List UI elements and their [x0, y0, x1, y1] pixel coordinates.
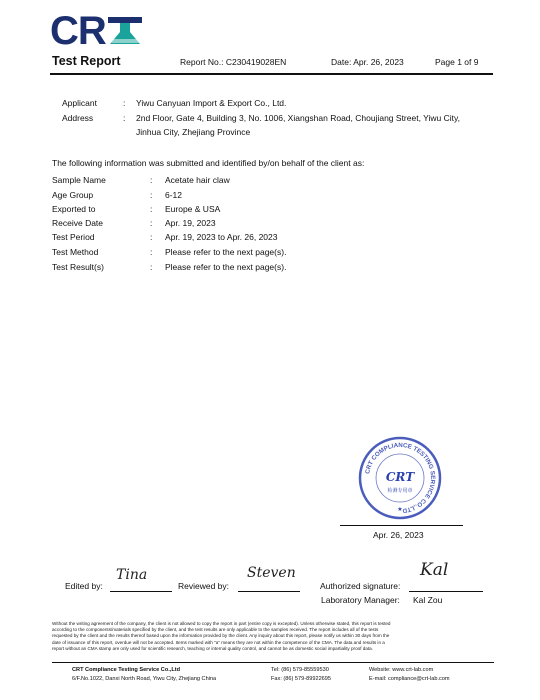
footer-fax: Fax: (86) 579-89922695: [271, 675, 332, 682]
reviewed-sig-line: [238, 591, 300, 592]
authorized-signature: Kal: [420, 560, 449, 580]
stamp-date-line: [340, 525, 463, 526]
applicant-colon: :: [123, 98, 126, 108]
report-title: Test Report: [52, 54, 121, 68]
exported-to-colon: :: [150, 204, 153, 214]
reviewed-by-signature: Steven: [247, 565, 296, 581]
test-results-value: Please refer to the next page(s).: [165, 262, 287, 272]
seal-graphic: [358, 436, 442, 520]
footer-address: 6/F.No.1022, Danxi North Road, Yiwu City, Zhejiang China: [72, 675, 217, 682]
lab-manager-name: Kal Zou: [413, 595, 443, 605]
test-method-label: Test Method: [52, 247, 99, 257]
footer-divider: [52, 662, 494, 663]
test-period-colon: :: [150, 232, 153, 242]
footer-website[interactable]: Website: www.crt-lab.com: [369, 667, 434, 673]
age-group-colon: :: [150, 190, 153, 200]
edited-sig-line: [110, 591, 172, 592]
edited-by-signature: Tina: [116, 567, 148, 583]
receive-date-value: Apr. 19, 2023: [165, 218, 216, 228]
footer-company: CRT Compliance Testing Service Co.,Ltd: [72, 667, 181, 673]
test-results-label: Test Result(s): [52, 262, 104, 272]
footer-tel: Tel: (86) 579-85559530: [271, 667, 329, 673]
authorized-sig-line: [409, 591, 483, 592]
test-period-label: Test Period: [52, 232, 95, 242]
intro-text: The following information was submitted and identified by/on behalf of the client as:: [52, 158, 365, 168]
svg-text:CRT COMPLIANCE TESTING SERVICE: CRT COMPLIANCE TESTING SERVICE CO.,LTD: [364, 441, 437, 514]
address-label: Address: [62, 113, 94, 123]
applicant-label: Applicant: [62, 98, 97, 108]
sample-name-value: Acetate hair claw: [165, 175, 230, 185]
disclaimer: [52, 621, 492, 652]
address-colon: :: [123, 113, 126, 123]
exported-to-value: Europe & USA: [165, 204, 221, 214]
stamp-date: Apr. 26, 2023: [373, 530, 424, 540]
disclaimer-line: according to the components/materials specified by the client, and the test results are only applicable to the samples received. The report includes all of the tests: [52, 627, 379, 633]
reviewed-by-label: Reviewed by:: [178, 581, 230, 591]
svg-text:CR: CR: [50, 12, 106, 50]
footer-email[interactable]: E-mail: compliance@crt-lab.com: [369, 675, 450, 682]
lab-manager-label: Laboratory Manager:: [321, 595, 400, 605]
disclaimer-line: Without the writing agreement of the company, the client is not allowed to copy the report in part (entire copy is excepted). Unless otherwise stated, this report is tested: [52, 621, 391, 626]
disclaimer-line: requested by the client and the results thereof based upon the information provided by the client. Any inquiry about this report, please notify us within 30 days from the: [52, 633, 390, 639]
test-method-value: Please refer to the next page(s).: [165, 247, 287, 257]
crt-logo: [50, 12, 155, 50]
applicant-value: Yiwu Canyuan Import & Export Co., Ltd.: [136, 98, 287, 108]
svg-text:CRT: CRT: [385, 470, 415, 484]
receive-date-colon: :: [150, 218, 153, 228]
test-method-colon: :: [150, 247, 153, 257]
address-line-2: Jinhua City, Zhejiang Province: [136, 127, 251, 137]
address-line-1: 2nd Floor, Gate 4, Building 3, No. 1006, Xiangshan Road, Choujiang Street, Yiwu City,: [136, 113, 460, 123]
footer-web-block: [369, 666, 450, 683]
exported-to-label: Exported to: [52, 204, 96, 214]
footer-company-block: [72, 666, 216, 683]
disclaimer-line: date of issuance of this report, overdue will not be accepted. Items marked with "a" means they are not within the competence of the CMA. The data and results in a: [52, 639, 385, 645]
crt-logo-graphic: [50, 12, 155, 50]
test-results-colon: :: [150, 262, 153, 272]
company-seal: [358, 436, 442, 520]
age-group-value: 6-12: [165, 190, 183, 200]
page-indicator: Page 1 of 9: [435, 57, 479, 67]
report-number: Report No.: C230419028EN: [180, 57, 287, 67]
sample-name-label: Sample Name: [52, 175, 106, 185]
report-date: Date: Apr. 26, 2023: [331, 57, 404, 67]
disclaimer-line: report without an CMA stamp are only used for scientific research, teaching or internal quality control, and cannot be as domestic social impartiality proof data.: [52, 645, 373, 651]
edited-by-label: Edited by:: [65, 581, 103, 591]
svg-text:检测专用章: 检测专用章: [387, 488, 413, 494]
age-group-label: Age Group: [52, 190, 94, 200]
svg-text:★: ★: [397, 506, 403, 513]
footer-phone-block: [271, 666, 331, 683]
sample-name-colon: :: [150, 175, 153, 185]
header-divider: [50, 73, 493, 75]
receive-date-label: Receive Date: [52, 218, 104, 228]
authorized-signature-label: Authorized signature:: [320, 581, 401, 591]
test-period-value: Apr. 19, 2023 to Apr. 26, 2023: [165, 232, 278, 242]
